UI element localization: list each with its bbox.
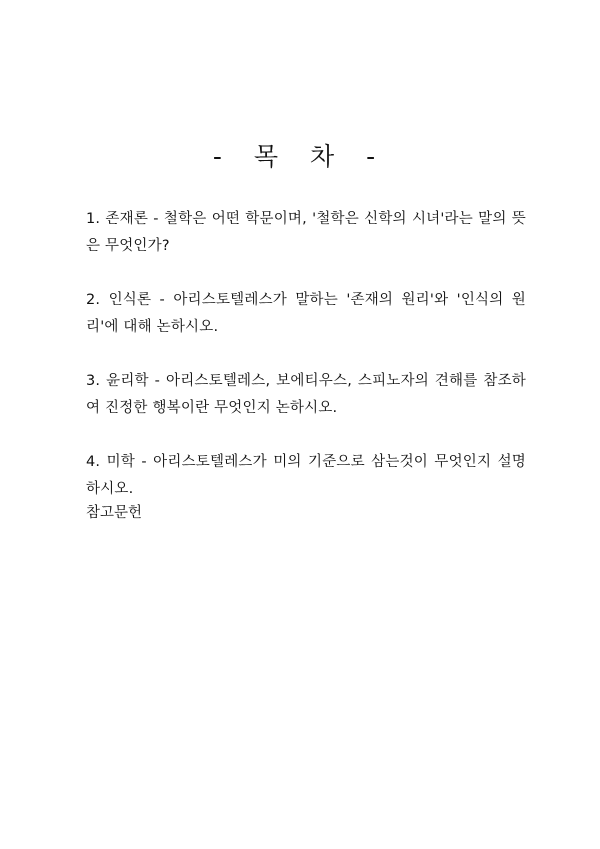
toc-list (86, 206, 526, 530)
toc-title: - 목 차 - (212, 142, 388, 171)
toc-item-4: 4. 미학 - 아리스토텔레스가 미의 기준으로 삼는것이 무엇인지 설명하시오. (86, 454, 526, 497)
toc-item-3: 3. 윤리학 - 아리스토텔레스, 보에티우스, 스피노자의 견해를 참조하여 진정한 행복이란 무엇인지 논하시오. (86, 373, 526, 416)
toc-item-1: 1. 존재론 - 철학은 어떤 학문이며, '철학은 신학의 시녀'라는 말의 뜻은 무엇인가? (86, 211, 526, 254)
toc-item-2: 2. 인식론 - 아리스토텔레스가 말하는 '존재의 원리'와 '인식의 원리'에 대해 논하시오. (86, 292, 526, 335)
references-heading: 참고문헌 (86, 505, 143, 521)
